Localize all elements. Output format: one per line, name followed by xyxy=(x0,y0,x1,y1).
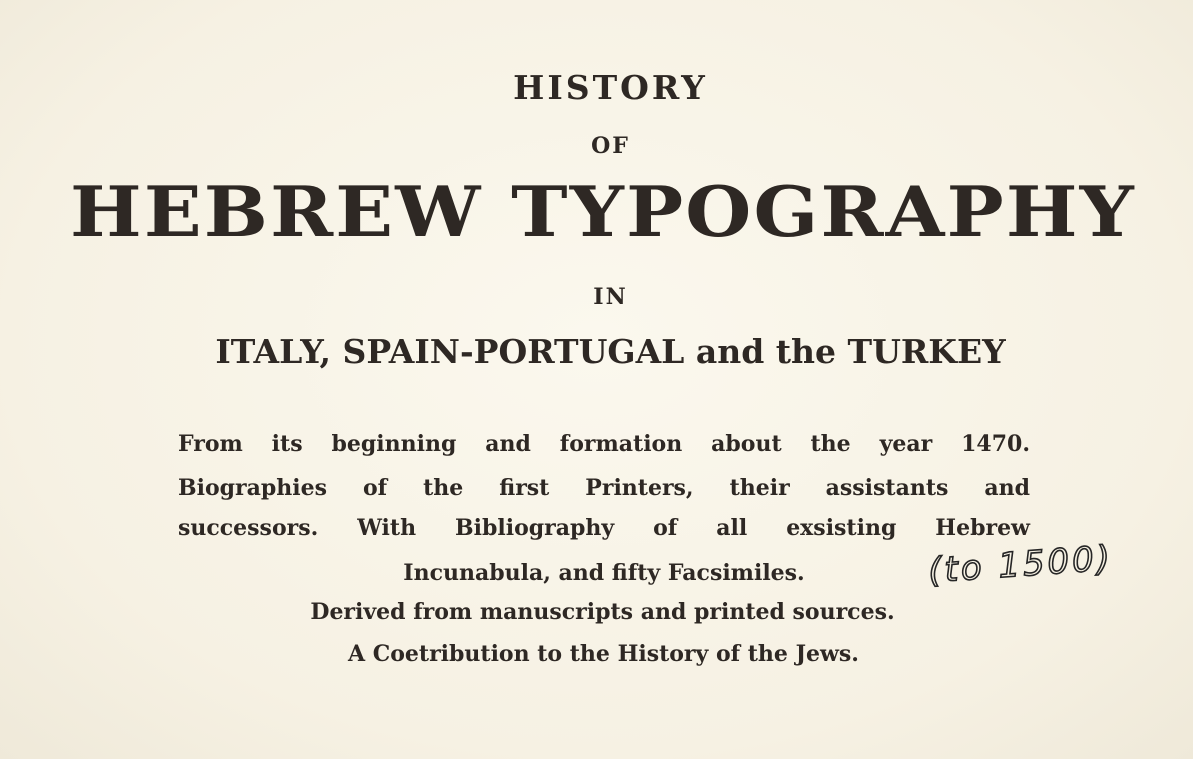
title-places: ITALY, SPAIN-PORTUGAL and the TURKEY xyxy=(215,332,1006,371)
description-line-1: From its beginning and formation about the year 1470. xyxy=(178,431,1030,457)
title-of: OF xyxy=(591,133,630,159)
description-line-6 xyxy=(0,641,1193,667)
description-line-5 xyxy=(0,599,1193,625)
description-line-2: Biographies of the first Printers, their assistants and xyxy=(178,475,1030,501)
handwritten-note xyxy=(922,533,1152,593)
title-history: HISTORY xyxy=(513,68,708,107)
title-in: IN xyxy=(593,284,628,310)
description-line-5-text: Derived from manuscripts and printed sources. xyxy=(310,599,895,625)
description-line-6-text: A Coetribution to the History of the Jews. xyxy=(348,641,859,667)
description-line-4-text: Incunabula, and fifty Facsimiles. xyxy=(403,560,805,586)
description-line-3: successors. With Bibliography of all exsisting Hebrew xyxy=(178,515,1030,541)
main-title: HEBREW TYPOGRAPHY xyxy=(70,172,1136,253)
handwritten-note-text: (to 1500) xyxy=(926,538,1115,592)
